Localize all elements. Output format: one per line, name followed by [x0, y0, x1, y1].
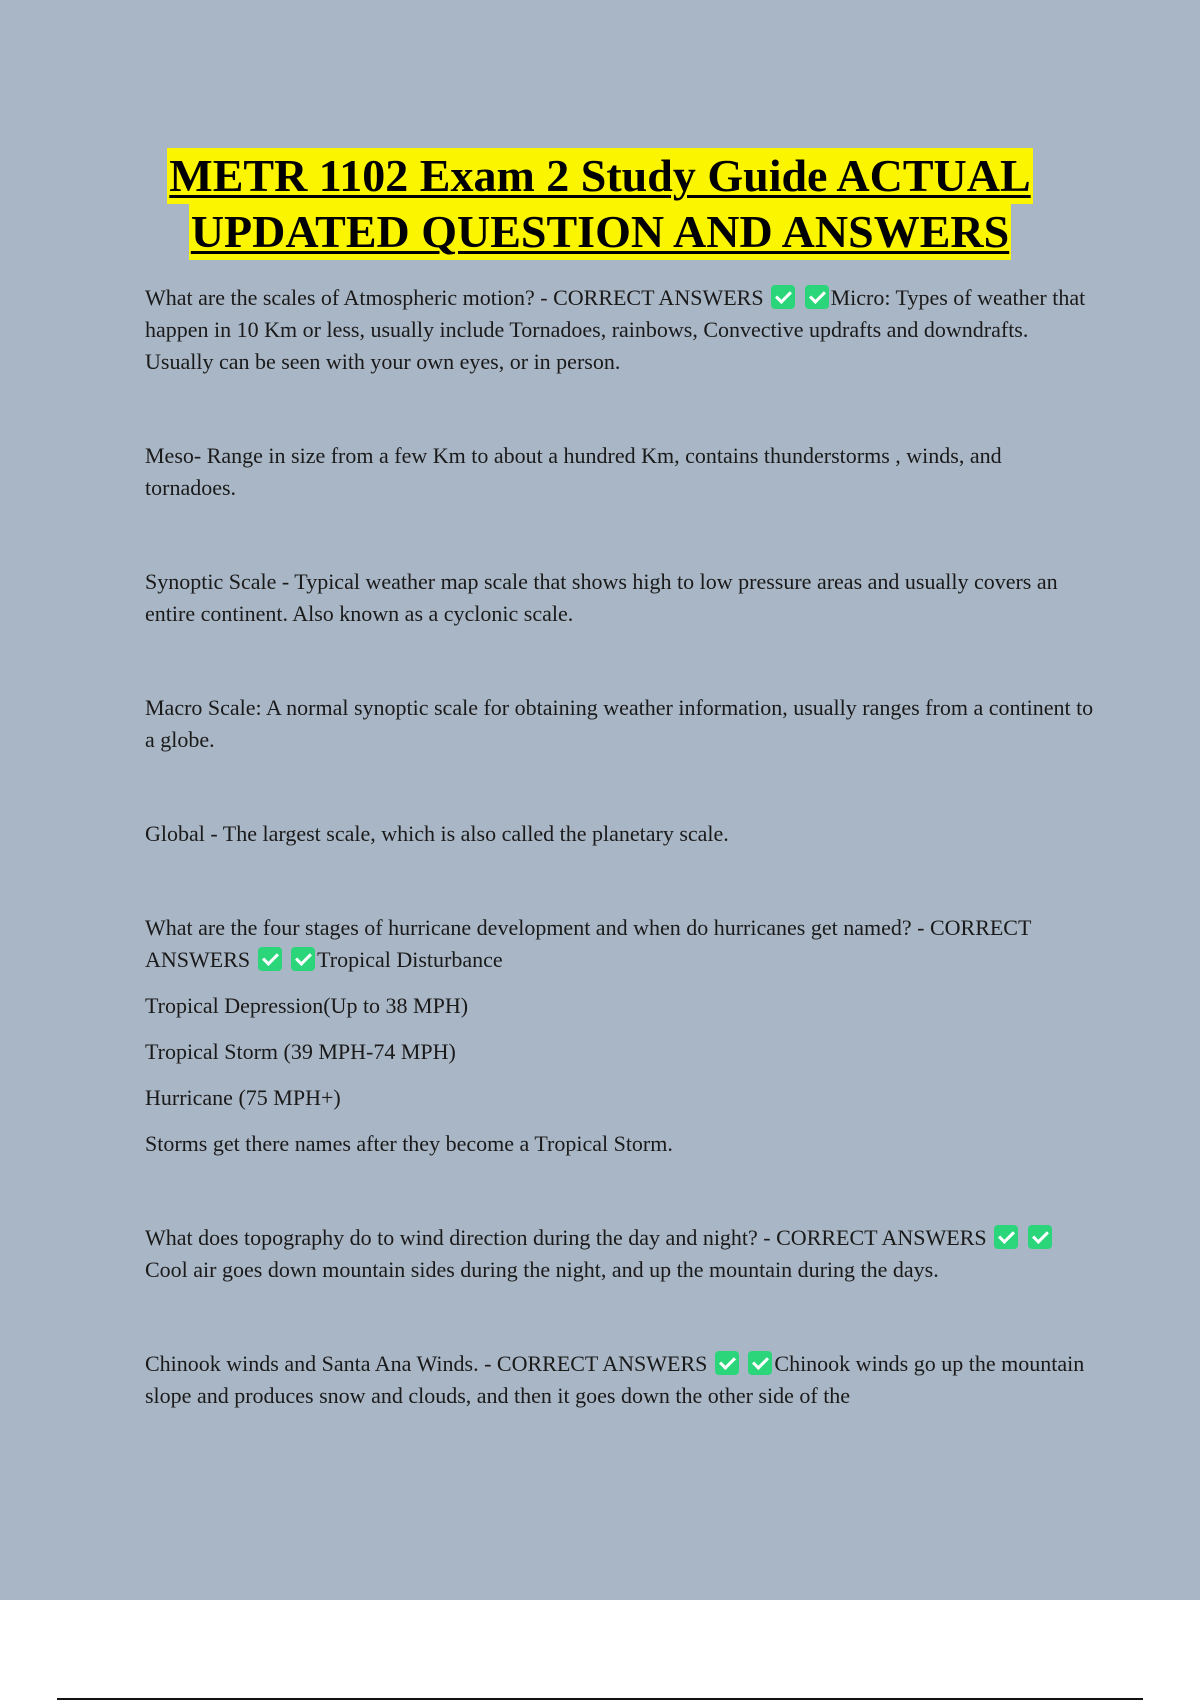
check-mark-icon [291, 947, 315, 971]
hurricane-stage: Tropical Storm (39 MPH-74 MPH) [145, 1039, 456, 1064]
question-text: What does topography do to wind direction during the day and night? - CORRECT ANSWERS [145, 1225, 987, 1250]
answer-text: Micro: Types of weather that happen in 10 Km or less, usually include Tornadoes, rainbows, Convective updrafts and downdrafts. Usually can be seen with your own eyes, or in person. [145, 285, 1086, 374]
answer-text: Tropical Disturbance [317, 947, 503, 972]
check-mark-icon [715, 1351, 739, 1375]
page-title [0, 148, 1200, 260]
paragraph-synoptic: Synoptic Scale - Typical weather map scale that shows high to low pressure areas and usually covers an entire continent. Also known as a cyclonic scale. [145, 569, 1058, 626]
title-line-1: METR 1102 Exam 2 Study Guide ACTUAL [167, 148, 1032, 204]
check-mark-icon [805, 285, 829, 309]
hurricane-naming-note: Storms get there names after they become a Tropical Storm. [145, 1131, 673, 1156]
qa-item-hurricane [145, 912, 1095, 976]
title-line-2: UPDATED QUESTION AND ANSWERS [189, 204, 1011, 260]
paragraph-global: Global - The largest scale, which is also called the planetary scale. [145, 821, 729, 846]
paragraph-macro: Macro Scale: A normal synoptic scale for obtaining weather information, usually ranges from a continent to a globe. [145, 695, 1094, 752]
check-mark-icon [994, 1225, 1018, 1249]
document-body [145, 282, 1095, 1412]
qa-item-scales [145, 282, 1095, 378]
question-text: What are the four stages of hurricane development and when do hurricanes get named? - CORRECT ANSWERS [145, 915, 1032, 972]
check-mark-icon [1028, 1225, 1052, 1249]
check-mark-icon [258, 947, 282, 971]
qa-item-topography [145, 1222, 1095, 1286]
question-text: Chinook winds and Santa Ana Winds. - CORRECT ANSWERS [145, 1351, 708, 1376]
answer-text: Chinook winds go up the mountain slope and produces snow and clouds, and then it goes down the other side of the [145, 1351, 1085, 1408]
check-mark-icon [771, 285, 795, 309]
paragraph-meso: Meso- Range in size from a few Km to about a hundred Km, contains thunderstorms , winds, and tornadoes. [145, 443, 1002, 500]
hurricane-stage: Tropical Depression(Up to 38 MPH) [145, 993, 469, 1018]
question-text: What are the scales of Atmospheric motion? - CORRECT ANSWERS [145, 285, 764, 310]
check-mark-icon [748, 1351, 772, 1375]
answer-text: Cool air goes down mountain sides during the night, and up the mountain during the days. [145, 1257, 939, 1282]
hurricane-stage: Hurricane (75 MPH+) [145, 1085, 341, 1110]
qa-item-chinook [145, 1348, 1095, 1412]
